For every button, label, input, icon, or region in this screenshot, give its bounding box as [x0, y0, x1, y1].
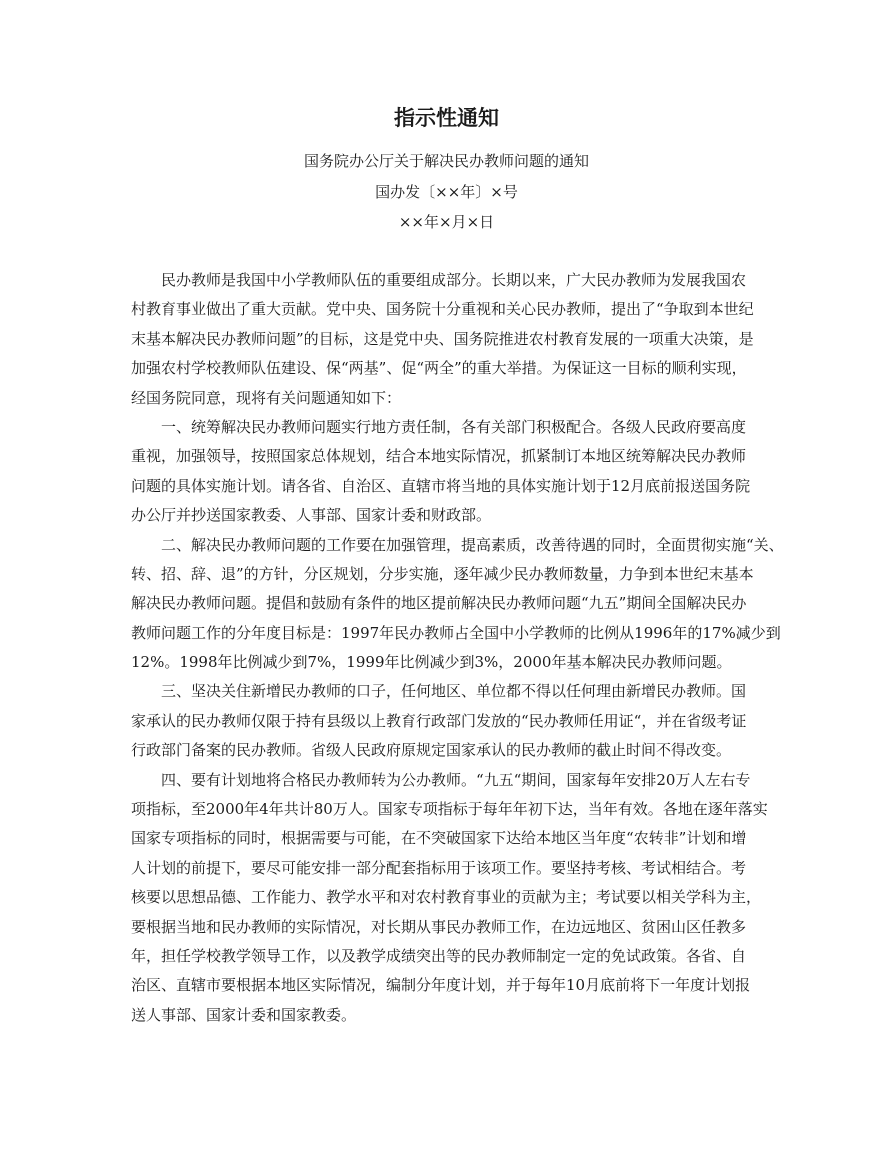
body-line: 三、坚决关住新增民办教师的口子，任何地区、单位都不得以任何理由新增民办教师。国 — [131, 682, 747, 701]
body-line: 加强农村学校教师队伍建设、保“两基”、促“两全”的重大举措。为保证这一目标的顺利实现， — [131, 359, 747, 378]
body-line: 重视，加强领导，按照国家总体规划，结合本地实际情况，抓紧制订本地区统筹解决民办教师 — [131, 447, 747, 466]
body-line: 村教育事业做出了重大贡献。党中央、国务院十分重视和关心民办教师，提出了“争取到本世纪 — [131, 300, 754, 319]
body-line: 问题的具体实施计划。请各省、自治区、直辖市将当地的具体实施计划于12月底前报送国务院 — [131, 476, 751, 495]
body-line: 国家专项指标的同时，根据需要与可能，在不突破国家下达给本地区当年度“农转非”计划和增 — [131, 829, 747, 848]
body-line: 办公厅并抄送国家教委、人事部、国家计委和财政部。 — [131, 506, 492, 525]
document-title: 指示性通知 — [394, 106, 499, 130]
body-line: 家承认的民办教师仅限于持有县级以上教育行政部门发放的“民办教师任用证“，并在省级考证 — [131, 711, 747, 730]
body-line: 经国务院同意，现将有关问题通知如下： — [131, 388, 402, 407]
body-line: 民办教师是我国中小学教师队伍的重要组成部分。长期以来，广大民办教师为发展我国农 — [131, 271, 747, 289]
body-line: 解决民办教师问题。提倡和鼓励有条件的地区提前解决民办教师问题“九五”期间全国解决民办 — [131, 594, 747, 613]
document-date: ××年×月×日 — [398, 213, 495, 231]
body-line: 行政部门备案的民办教师。省级人民政府原规定国家承认的民办教师的截止时间不得改变。 — [131, 741, 732, 760]
body-line: 项指标，至2000年4年共计80万人。国家专项指标于每年年初下达，当年有效。各地在逐年落实 — [131, 800, 768, 819]
notice-subtitle: 国务院办公厅关于解决民办教师问题的通知 — [303, 152, 589, 170]
body-line: 四、要有计划地将合格民办教师转为公办教师。“九五“期间，国家每年安排20万人左右专 — [131, 770, 751, 789]
body-line: 二、解决民办教师问题的工作要在加强管理，提高素质，改善待遇的同时，全面贯彻实施“关、 — [131, 535, 784, 554]
body-line: 治区、直辖市要根据本地区实际情况，编制分年度计划，并于每年10月底前将下一年度计划报 — [131, 976, 751, 995]
body-line: 核要以思想品德、工作能力、教学水平和对农村教育事业的贡献为主；考试要以相关学科为主， — [131, 888, 762, 907]
body-line: 送人事部、国家计委和国家教委。 — [131, 1005, 357, 1024]
body-line: 12%。1998年比例减少到7%，1999年比例减少到3%，2000年基本解决民办教师问题。 — [131, 653, 732, 672]
document-number: 国办发〔××年〕×号 — [375, 183, 518, 201]
body-line: 末基本解决民办教师问题”的目标，这是党中央、国务院推进农村教育发展的一项重大决策，是 — [131, 329, 754, 348]
body-line: 一、统筹解决民办教师问题实行地方责任制，各有关部门积极配合。各级人民政府要高度 — [131, 417, 747, 436]
body-line: 教师问题工作的分年度目标是：1997年民办教师占全国中小学教师的比例从1996年的17%减少到 — [131, 623, 781, 642]
body-line: 转、招、辞、退”的方针，分区规划，分步实施，逐年减少民办教师数量，力争到本世纪末基本 — [131, 564, 754, 583]
body-line: 人计划的前提下，要尽可能安排一部分配套指标用于该项工作。要坚持考核、考试相结合。考 — [131, 858, 747, 877]
body-line: 要根据当地和民办教师的实际情况，对长期从事民办教师工作，在边远地区、贫困山区任教多 — [131, 917, 747, 936]
document-body — [131, 266, 784, 1030]
body-line: 年，担任学校教学领导工作，以及教学成绩突出等的民办教师制定一定的免试政策。各省、自 — [131, 946, 747, 965]
